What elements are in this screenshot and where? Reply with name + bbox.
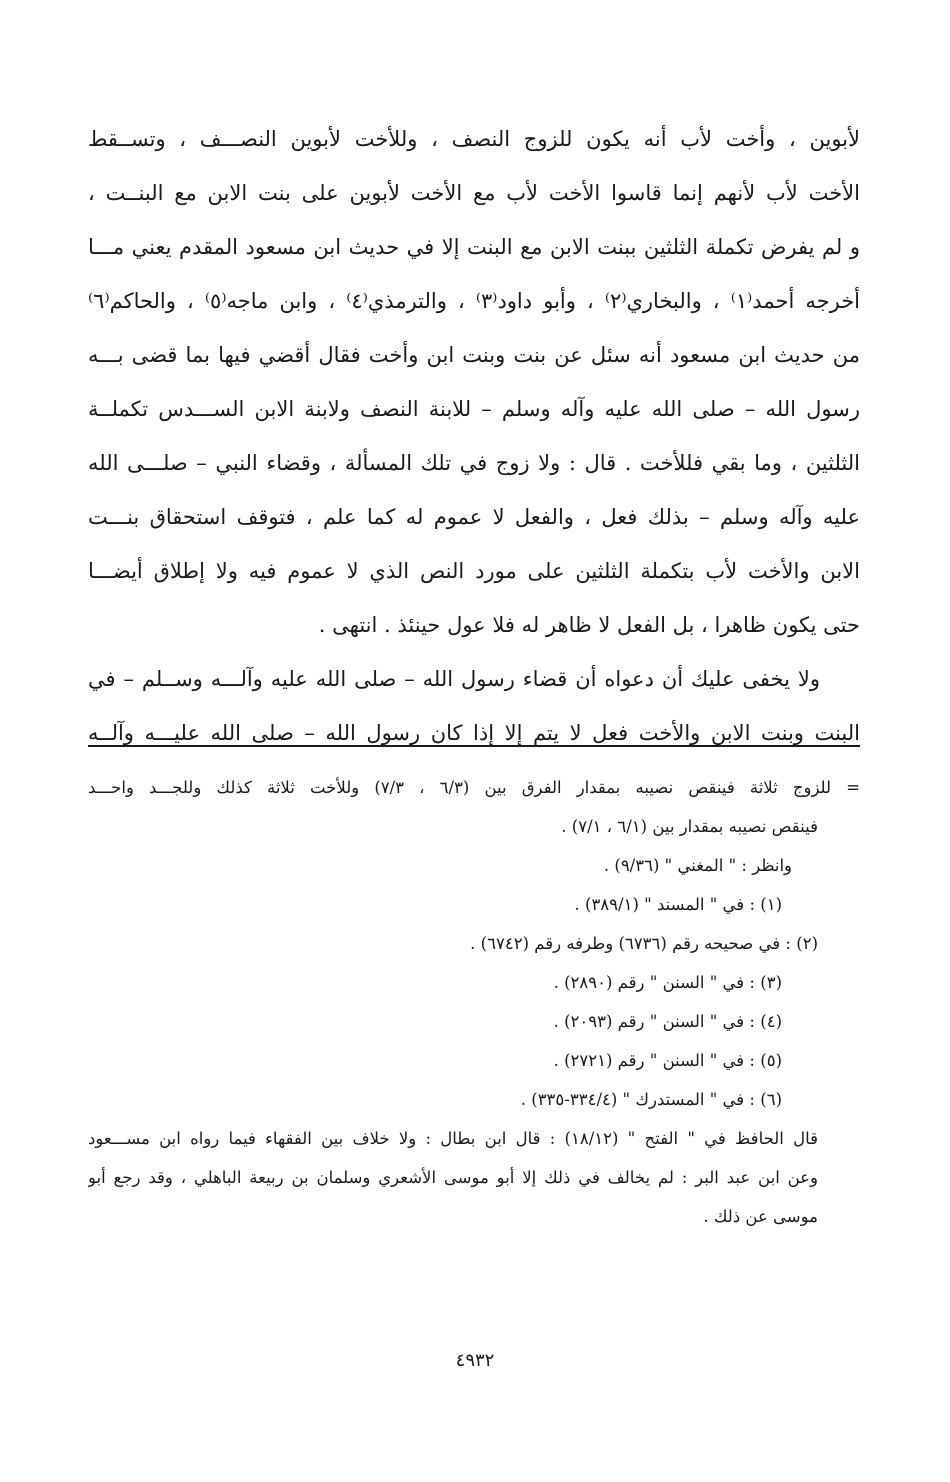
main-line-5: من حديث ابن مسعود أنه سئل عن بنت وبنت ابن وأخت فقال أقضي فيها بما قضى بـــه: [88, 343, 860, 367]
main-line-7: الثلثين ، وما بقي فللأخت . قال : ولا زوج في تلك المسألة ، وقضاء النبي – صلـــى الله: [88, 451, 860, 475]
footnotes-section: [88, 768, 860, 1236]
footnote-divider: [88, 745, 860, 747]
footnote-see-also: وانظر : " المغني " (٩/٣٦) .: [603, 856, 792, 875]
main-line-3: و لم يفرض تكملة الثلثين ببنت الابن مع البنت إلا في حديث ابن مسعود المقدم يعني مـــا: [88, 235, 860, 259]
main-line-6: رسول الله – صلى الله عليه وآله وسلم – للابنة النصف ولابنة الابن الســـدس تكملــة: [88, 397, 860, 421]
footnote-quote-line-2: وعن ابن عبد البر : لم يخالف في ذلك إلا أبو موسى الأشعري وسلمان بن ربيعة الباهلي ، وقد رجع أبو: [88, 1168, 818, 1187]
footnote-continuation-line-1: = للزوج ثلاثة فينقص نصيبه بمقدار الفرق بين (٦/٣ ، ٧/٣) وللأخت ثلاثة كذلك وللجـــد واحـــد: [88, 778, 860, 797]
main-line-4: أخرجه أحمد⁽١⁾ ، والبخاري⁽٢⁾ ، وأبو داود⁽٣⁾ ، والترمذي⁽٤⁾ ، وابن ماجه⁽٥⁾ ، والحاكم⁽٦⁾: [88, 289, 860, 313]
footnote-6: (٦) : في " المستدرك " (٣٣٤/٤-٣٣٥) .: [520, 1090, 782, 1109]
footnote-4: (٤) : في " السنن " رقم (٢٠٩٣) .: [553, 1012, 782, 1031]
main-line-12: البنت وبنت الابن والأخت فعل لا يتم إلا إذا كان رسول الله – صلى الله عليـــه وآلــه: [88, 721, 860, 745]
footnote-quote-line-3: موسى عن ذلك .: [703, 1207, 818, 1226]
footnote-3: (٣) : في " السنن " رقم (٢٨٩٠) .: [553, 973, 782, 992]
page-number: ٤٩٣٢: [455, 1350, 495, 1371]
main-line-9: الابن والأخت لأب بتكملة الثلثين على مورد النص الذي لا عموم فيه ولا إطلاق أيضـــا: [88, 559, 860, 583]
main-line-10: حتى يكون ظاهرا ، بل الفعل لا ظاهر له فلا عول حينئذ . انتهى .: [318, 613, 860, 637]
main-line-2: الأخت لأب لأنهم إنما قاسوا الأخت لأب مع الأخت لأبوين على بنت الابن مع البنــت ،: [88, 181, 860, 205]
main-line-8: عليه وآله وسلم – بذلك فعل ، والفعل لا عموم له كما علم ، فتوقف استحقاق بنـــت: [88, 505, 860, 529]
main-line-11: ولا يخفى عليك أن دعواه أن قضاء رسول الله – صلى الله عليه وآلـــه وســلم – في: [88, 667, 820, 691]
footnote-continuation-line-2: فينقص نصيبه بمقدار بين (٦/١ ، ٧/١) .: [561, 817, 818, 836]
main-text-body: [88, 112, 860, 760]
footnote-5: (٥) : في " السنن " رقم (٢٧٢١) .: [553, 1051, 782, 1070]
footnote-2: (٢) : في صحيحه رقم (٦٧٣٦) وطرفه رقم (٦٧٤٢) .: [470, 934, 818, 953]
footnote-quote-line-1: قال الحافظ في " الفتح " (١٨/١٢) : قال ابن بطال : ولا خلاف بين الفقهاء فيما رواه ابن مســـعود: [88, 1129, 818, 1148]
main-line-1: لأبوين ، وأخت لأب أنه يكون للزوج النصف ، وللأخت لأبوين النصـــف ، وتســقط: [88, 127, 860, 151]
footnote-1: (١) : في " المسند " (٣٨٩/١) .: [574, 895, 782, 914]
